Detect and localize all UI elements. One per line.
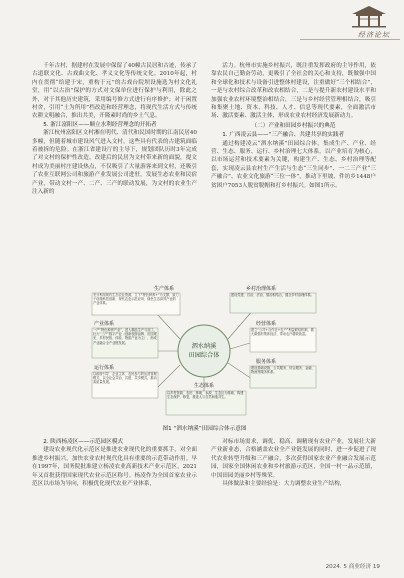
production-text: 充分利用现有生态农业资源，立下“特色种养+”为支撑，致力于设施科技创新、现代农业示范应用、绿色生态高效产业的产业体系。 bbox=[93, 293, 179, 306]
governance-block bbox=[230, 285, 316, 313]
figure-caption: 图1 “泗水纳溪”田园综合体示意图 bbox=[162, 426, 247, 432]
paragraph: 具体做法和主要经验是：大力调整农业生产结构， bbox=[222, 481, 346, 488]
services-title: 服务体系 bbox=[256, 359, 277, 365]
journal-title: 经济论坛 bbox=[358, 31, 390, 39]
left-column-bottom bbox=[32, 438, 197, 488]
ecology-text: 以乡村资源、农田、林地、水源、生态区为基础，构建生态保护、修复，推进人与自然和谐共生。 bbox=[167, 391, 244, 400]
operation-text: 建立“公司+合作社+农户”利益联结机制，做大做强村集体经济，带动农户增收致富。 bbox=[251, 328, 314, 337]
ecology-title: 生态体系 bbox=[194, 383, 215, 389]
subsection-heading: 1. 广西凌云县——“三产融合、共建共享的实践者 bbox=[222, 132, 345, 139]
subsection-heading: 2. 陕西杨凌区——示范园区模式 bbox=[43, 439, 124, 445]
subsection-heading: 5. 浙江富阳区——顺立水利经营理念的开拓者 bbox=[43, 121, 157, 128]
header-rule bbox=[300, 39, 400, 40]
paragraph: 浙江杭州富阳区文村湘在明代、清代和民国时期的江南民居40多幢，但随着城市建设风气进入文村，这些具有代表的古建筑面临着被拆的危险。在浙江省建设厅的主导下，规划团队历时3年完成了对文村的保护性改造。改建后的民居为文村带来新的面貌，提文村成为美丽村庄建设热点，不仅吸引了大量游客来到文村，还吸引了农业互联网公司和旅游产业发展公司进驻，发展生态农业和民宿产业，带动文村一产、二产、三产的联动发展，为文村的农业生产注入新的 bbox=[32, 130, 197, 196]
industry-block bbox=[92, 320, 158, 358]
operation-title: 经营体系 bbox=[256, 321, 277, 327]
page-header bbox=[300, 4, 400, 44]
center-subtitle: 田园综合体 bbox=[188, 352, 220, 359]
operation2-title: 运行体系 bbox=[94, 365, 115, 371]
center-circle bbox=[178, 325, 230, 377]
governance-text: 建设党建、自治、法治、德治相结合，健全乡村治理体系。 bbox=[231, 293, 314, 297]
paragraph: 活力。杭州市实施乡村振兴，既注重发挥政府的主导作用，依靠农民自己勤奋劳动，更吸引了全社会的关心和支持，既做强中国和全球化和技术与设备引进整体村建设，注重做好“三个相结合”，一是与农村综合改革和改农相结合，二是与提升新农村建设水平和加强农业农村环境整治相结合，三是与乡村经营管理相结合，吸引和集聚土地、资本、科技、人才、信息等现代要素，全面激活市场、激活要素、激活主体，形成农业农村经济发展新动力。 bbox=[211, 63, 376, 120]
left-column-top bbox=[32, 62, 197, 197]
production-block bbox=[92, 285, 180, 315]
right-column-top bbox=[211, 62, 376, 190]
services-block bbox=[250, 358, 316, 388]
paragraph: 对标市场需求，调优、稳高、调精现有农业产业，发展壮大新产业新业态，合格涵盖农业全产业链发展的同时，进一步促进了现代农业转型升级和三产融合，多次获得国家农业产业融合发展示范园，国家全国休闲农业和乡村旅游示范区，全国一村一品示范镇，中国田园美丽乡村等殊荣。 bbox=[211, 439, 376, 479]
paragraph: 建设农业现代化示范区是推进农业现代化的重要抓手，对全面推进乡村振兴，加快农业农村现代化具有重要的示范带动作用。早在1997年，国务院批准建立杨凌农业高新技术产业示范区，2021年又首批获得国家现代农业示范区称号。杨凌作为全国首家农业示范区以市场为导向，积极优化现代农业产业体系， bbox=[32, 447, 197, 488]
operation-block bbox=[250, 320, 316, 352]
section-heading: （二）产业和田园乡村振兴的典范 bbox=[251, 122, 336, 129]
paragraph: 通过构建凌云“泗水纳溪”田园综合体，集成生产、产业、经营、生态、服务、运行、乡村治理七大体系，以产业培育为核心，以市场运营和技术要素为关键，构建生产、生态、乡村治理等配套，实现凌云县农村生产生活与生态“三生同步”、一二三产业“三产融合”、农业文化旅游“三位一体”，推动下里坡、件坊乡1448户贫困户7053人脱贫脱帽和打乡村振兴。如图1所示。 bbox=[211, 140, 376, 189]
operation2-block bbox=[92, 364, 158, 398]
production-title: 生产体系 bbox=[154, 286, 175, 292]
governance-title: 乡村治理体系 bbox=[246, 286, 277, 292]
pavilion-logo-icon bbox=[348, 4, 390, 28]
page-footer: 2024. 5 商业经济 19 bbox=[325, 564, 380, 570]
center-title: 泗水纳溪 bbox=[191, 343, 217, 350]
right-column-bottom bbox=[211, 438, 376, 488]
ecology-block bbox=[166, 382, 246, 415]
industry-text: 一产“特色种养产业”，进入精品生产与加工，壮大“三产”数字产业（创新旅游品牌、田园观光、乡村民宿、体验、物质产业为主），形成产业融合全产业链发展。 bbox=[93, 328, 157, 345]
paragraph: 千年古村，据建村在发展中保留了40幢古民居和古迹，传承了古道联文化、古戏曲文化、孝义文化等传统文化。2010年起，村内在贯彻“给建于宋，重构于元”的古戏台院坝设施选为村文化礼堂，用“以古治”保护的方式对文保单位进行保护与利用，除此之外，对于其他历史建筑，采用编号修方式进行有序修护；对于闲置村舍，引用“土为所用”档改造和经营理念，将现代生活方式与传统农耕文明融合，推出共美，开隆素时尚的乡土气息。 bbox=[32, 63, 197, 120]
services-text: 建设基础设施、公共服务、综合服务、金融、物流等服务体系。 bbox=[251, 366, 315, 375]
integrated-complex-diagram bbox=[88, 283, 320, 418]
operation2-text: 以政府引导、企业主体、农民参与的运营管理模式，以全社会共治、共建、共享模式，推动高质量发展。 bbox=[93, 372, 157, 385]
industry-title: 产业体系 bbox=[94, 321, 115, 327]
